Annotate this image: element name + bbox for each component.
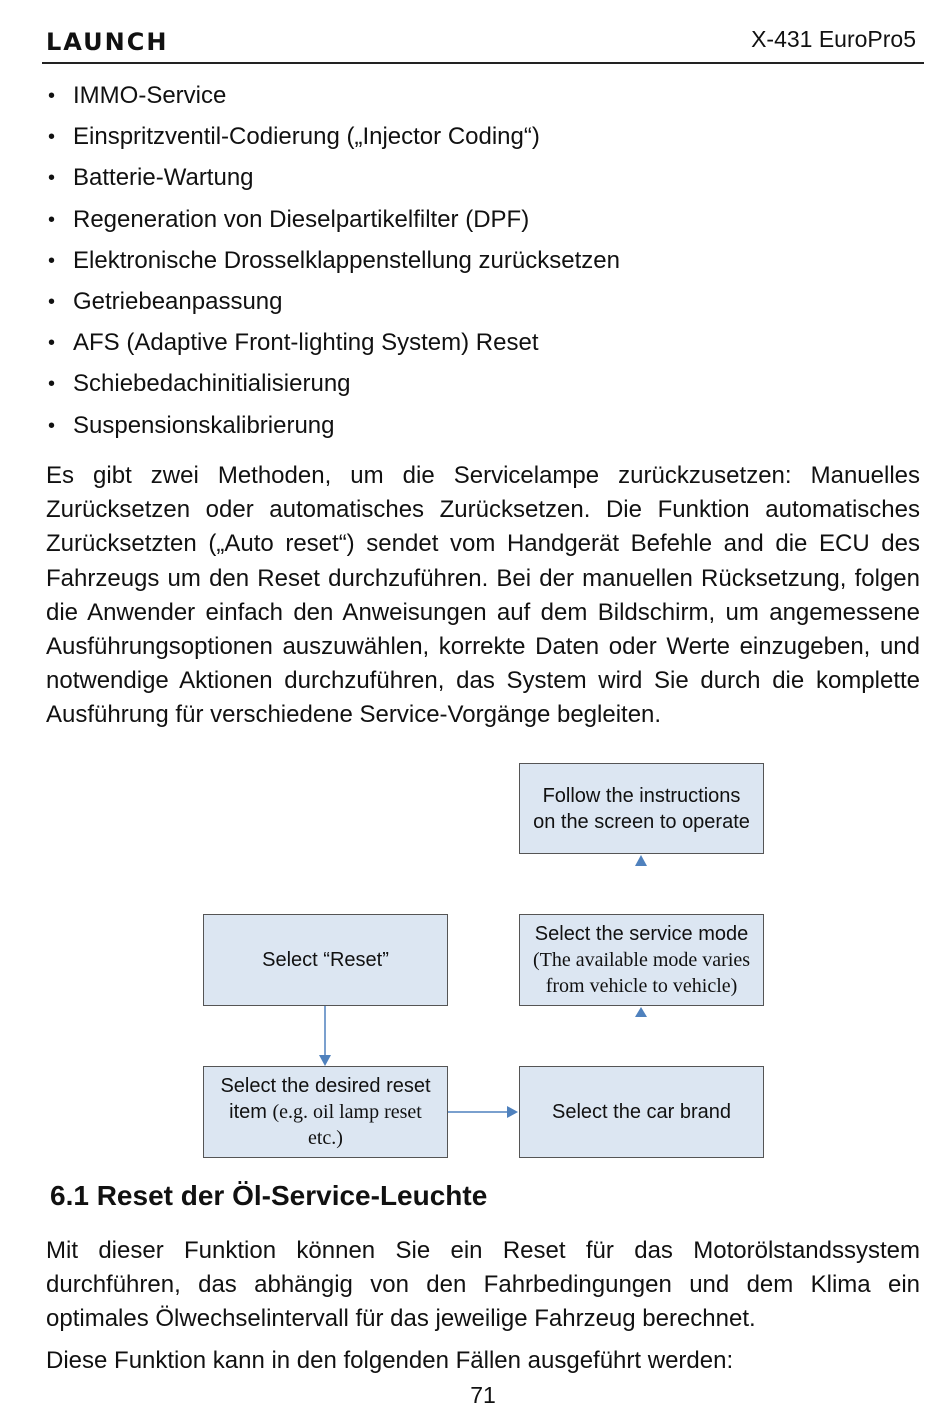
list-item-label: AFS (Adaptive Front-lighting System) Reset <box>73 329 539 357</box>
list-item-label: Batterie-Wartung <box>73 164 254 192</box>
flow-box-select-service-mode <box>519 914 764 1006</box>
bullet-icon: • <box>48 373 56 396</box>
flow-box-text: Select the car brand <box>552 1101 731 1123</box>
section-paragraph: Mit dieser Funktion können Sie ein Reset für das Motorölstandssystem durchführen, das abhängig von den Fahrbedingungen und dem Klima ein optimales Ölwechselintervall für das jeweilige Fahrzeug berechnet. <box>46 1237 920 1333</box>
flow-box-text: Select the desired reset <box>220 1075 431 1097</box>
arrow-head-up-icon <box>635 1007 647 1017</box>
bullet-icon: • <box>48 290 56 313</box>
bullet-icon: • <box>48 208 56 231</box>
list-item <box>46 119 926 160</box>
intro-paragraph: Es gibt zwei Methoden, um die Servicelampe zurückzusetzen: Manuelles Zurücksetzen oder automatisches Zurücksetzen. Die Funktion automatisches Zurücksetzten („Auto reset“) sendet vom Handgerät Befehle and die ECU des Fahrzeugs um den Reset durchzuführen. Bei der manuellen Rücksetzung, folgen die Anwender einfach den Anweisungen auf dem Bildschirm, um angemessene Ausführungsoptionen auszuwählen, korrekte Daten oder Werte einzugeben, und notwendige Aktionen durchzuführen, das System wird Sie durch die komplette Ausführung für verschiedene Service-Vorgänge begleiten. <box>46 462 920 729</box>
bullet-icon: • <box>48 332 56 355</box>
list-item-label: Elektronische Drosselklappenstellung zurücksetzen <box>73 246 620 274</box>
flow-box-select-car-brand <box>519 1066 764 1158</box>
list-item <box>46 160 926 201</box>
page-number: 71 <box>470 1382 496 1408</box>
bullet-icon: • <box>48 167 56 190</box>
list-item-label: Suspensionskalibrierung <box>73 411 335 439</box>
list-item <box>46 243 926 284</box>
section-title: 6.1 Reset der Öl-Service-Leuchte <box>50 1180 488 1211</box>
arrow-head-right-icon <box>507 1106 518 1118</box>
service-function-list <box>46 78 926 449</box>
flow-box-text: Follow the instructions <box>542 784 741 807</box>
list-item-label: Regeneration von Dieselpartikelfilter (DPF) <box>73 205 530 233</box>
brand-logo: LAUNCH <box>46 28 169 56</box>
bullet-icon: • <box>48 85 56 107</box>
bullet-icon: • <box>48 414 56 437</box>
list-item-label: IMMO-Service <box>73 82 227 109</box>
flow-box-text: Select “Reset” <box>262 949 389 971</box>
list-item <box>46 284 926 325</box>
bullet-icon: • <box>48 126 56 149</box>
list-item <box>46 366 926 407</box>
list-item <box>46 408 926 449</box>
flow-box-text: etc.) <box>308 1127 343 1149</box>
flow-box-follow-instructions <box>519 763 764 854</box>
arrow-head-down-icon <box>319 1055 331 1066</box>
flow-box-text-part: (e.g. oil lamp reset <box>272 1101 422 1123</box>
list-item-label: Getriebeanpassung <box>73 287 283 315</box>
header-divider <box>42 62 924 64</box>
list-item-label: Schiebedachinitialisierung <box>73 370 351 398</box>
flow-box-text: Select the service mode <box>534 923 749 945</box>
flow-box-select-reset <box>203 914 448 1006</box>
list-item <box>46 78 926 119</box>
list-item <box>46 325 926 366</box>
flow-box-text-part: item <box>229 1101 273 1123</box>
list-item <box>46 202 926 243</box>
flow-box-text <box>229 1099 422 1125</box>
bullet-icon: • <box>48 249 56 272</box>
flow-box-select-reset-item <box>203 1066 448 1158</box>
arrow-head-up-icon <box>635 855 647 866</box>
flow-box-text: (The available mode varies <box>532 949 751 971</box>
list-item-label: Einspritzventil-Codierung („Injector Coding“) <box>73 123 540 151</box>
section-paragraph-2: Diese Funktion kann in den folgenden Fällen ausgeführt werden: <box>46 1347 734 1374</box>
product-model: X-431 EuroPro5 <box>751 26 916 52</box>
flow-box-text: from vehicle to vehicle) <box>545 975 738 997</box>
flow-box-text: on the screen to operate <box>533 810 750 833</box>
